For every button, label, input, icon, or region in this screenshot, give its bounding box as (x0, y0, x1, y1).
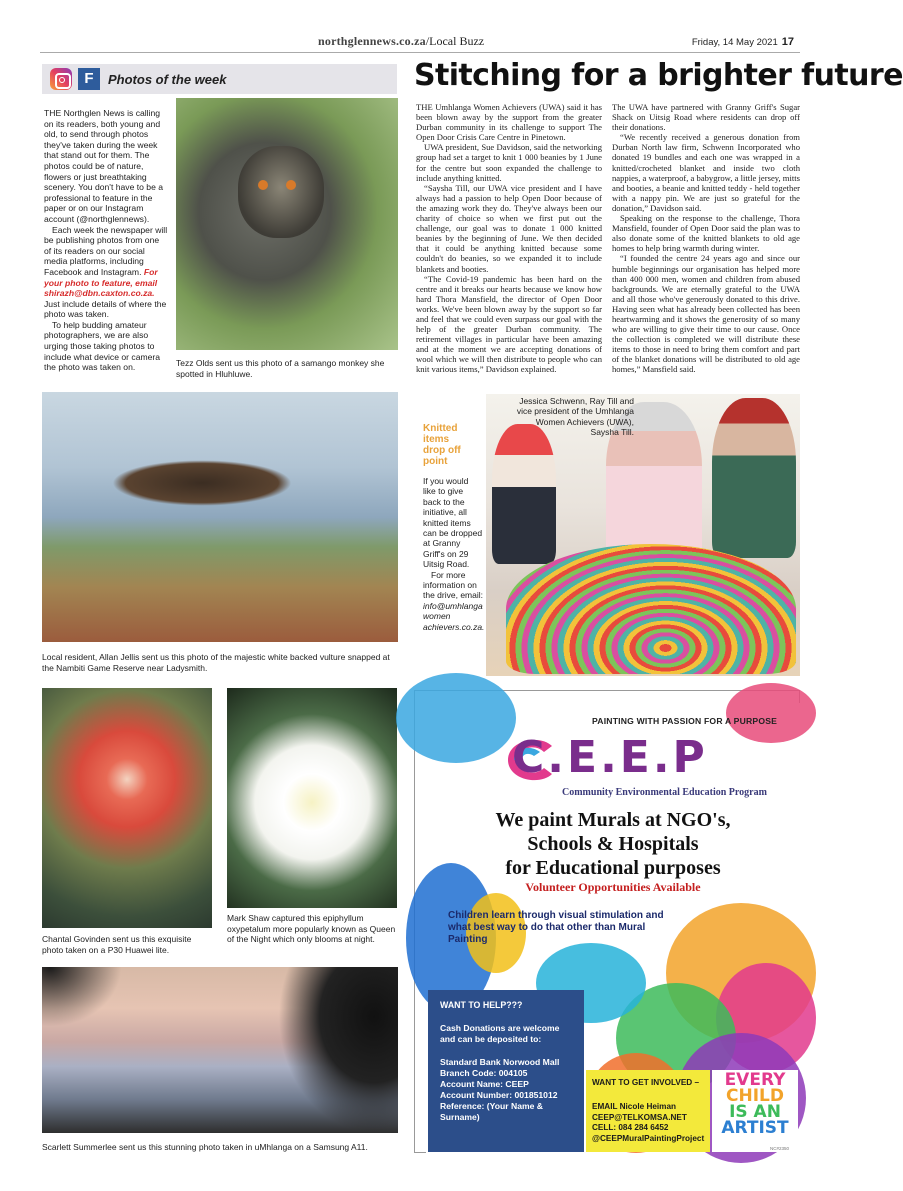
logo-word: EVERY (724, 1070, 786, 1090)
intro-paragraph: THE Northglen News is calling on its readers, both young and old, to send through photos they've taken during the week that stand out for them. The photos could be of nature, flowers or just breathtaking scenery. You don't have to be a professional to feature in the paper or on our Instagram account (@northglennews). (44, 108, 164, 224)
instagram-icon (50, 68, 72, 90)
article-paragraph: The UWA have partnered with Granny Griff's Sugar Shack on Uitsig Road where residents can drop off their donations. (612, 102, 800, 133)
donation-text: Cash Donations are welcome and can be deposited to: (440, 1023, 560, 1044)
flower-caption: Mark Shaw captured this epiphyllum oxypetalum more popularly known as Queen of the Night which only blooms at night. (227, 913, 396, 944)
get-involved-box (586, 1070, 710, 1152)
ad-blue-text: Children learn through visual stimulation and what best way to do that other than Mural Painting (448, 910, 664, 945)
ad-reference-code: NC#2350 (770, 1146, 790, 1151)
bank-line: Branch Code: 004105 (440, 1068, 528, 1078)
knit-paragraph: If you would like to give back to the initiative, all knitted items can be dropped at Granny Griff's on 29 Uitsig Road. (423, 476, 483, 570)
article-headline: Stitching for a brighter future (414, 58, 903, 93)
donation-heading: WANT TO HELP??? (440, 1000, 523, 1010)
social-handle-link[interactable]: @CEEPMuralPaintingProject (592, 1133, 705, 1143)
intro-text: Just include details of where the photo was taken. (44, 298, 167, 320)
crochet-blanket (506, 544, 796, 674)
ad-headline-line: for Educational purposes (505, 857, 721, 879)
article-paragraph: “The Covid-19 pandemic has been hard on the centre and it breaks our hearts because we know how hard Thora Mansfield, the director of Open Door works. We've been blown away by the support so far and feel that we could even surpass our goal with the help of the greater Durban community. The retirement villages in particular have been amazing and at the moment we are accepting donations of wool which we will then distribute to people who can knit various items,” Davidson explained. (416, 273, 602, 375)
article-paragraph: “I founded the centre 24 years ago and since our humble beginnings our organisation has helped more than 400 000 men, women and children from abused backgrounds. We are eternally grateful to the UWA and all those who've generously donated to this drive. Having seen what has already been collected has been heartwarming and it shows the generosity of so many who are willing to give their time to our cause. Once the collection is completed we will distribute these items to those in need to bring them comfort and part of the blanket donations will be distributed to old age homes,” Mansfield said. (612, 253, 800, 375)
vulture-photo (42, 392, 398, 642)
bank-line: Standard Bank Norwood Mall (440, 1057, 560, 1067)
involved-heading: WANT TO GET INVOLVED – (592, 1078, 700, 1087)
photos-of-week-title: Photos of the week (108, 72, 227, 87)
article-paragraph: Speaking on the response to the challenge, Thora Mansfield, founder of Open Door said the plan was to also donate some of the knitted blankets to old age homes to help bring warmth during winter. (612, 213, 800, 254)
palm-silhouette (42, 967, 122, 1027)
person-jessica (492, 424, 556, 564)
logo-word: CHILD (726, 1086, 784, 1106)
heading-line: items (423, 434, 450, 445)
ad-headline-line: Schools & Hospitals (527, 833, 699, 855)
intro-text: Each week the newspaper will be publishing photos from one of its readers on our social media platforms, including Facebook and Instagram. (44, 224, 168, 277)
photos-intro (44, 108, 168, 373)
sunset-photo (42, 967, 398, 1133)
monkey-eye (286, 180, 296, 190)
heading-line: Knitted (423, 423, 458, 434)
heading-line: drop off (423, 445, 461, 456)
knit-dropoff-heading (423, 423, 461, 467)
contact-line: CELL: 084 284 6452 (592, 1123, 669, 1133)
page-number: 17 (781, 36, 794, 48)
section-name: /Local Buzz (425, 34, 485, 48)
person-saysha (712, 398, 796, 558)
bank-line: Account Number: 001851012 (440, 1090, 558, 1100)
monkey-eye (258, 180, 268, 190)
ad-tagline: PAINTING WITH PASSION FOR A PURPOSE (592, 716, 778, 726)
article-paragraph: “Saysha Till, our UWA vice president and I have always had a passion to help Open Door because of the amazing work they do. They've always been our charity of choice so when we first put out the challenge, our goal was to donate 1 000 knitted beanies by the beginning of June. We then decided that it could be anything knitted because some couldn't do beanies, so we expanded it to include blankets and booties. (416, 182, 602, 274)
header-rule (40, 52, 800, 53)
logo-word: IS AN (729, 1102, 781, 1122)
bank-line: Reference: (Your Name & Surname) (440, 1101, 543, 1122)
monkey-face (238, 146, 324, 238)
dateline (692, 36, 794, 48)
site-name: northglennews.co.za (318, 34, 426, 48)
donation-box (428, 990, 584, 1152)
logo-word: ARTIST (721, 1118, 789, 1138)
knit-dropoff-text (423, 476, 483, 632)
masthead (318, 34, 484, 49)
knit-text: For more information on the drive, email: (423, 569, 483, 601)
samango-monkey-photo (176, 98, 398, 350)
submission-email-link[interactable]: For your photo to feature, email shirazh@dbn.caxton.co.za. (44, 266, 158, 299)
contact-line: EMAIL Nicole Heiman (592, 1102, 677, 1112)
article-column-2 (612, 102, 800, 375)
ad-headline (440, 808, 786, 880)
paint-splash (726, 683, 816, 743)
ceep-subtitle: Community Environmental Education Program (562, 787, 767, 798)
every-child-artist-logo (712, 1070, 798, 1152)
article-column-1 (416, 102, 602, 375)
intro-paragraph: To help budding amateur photographers, we are also urging those taking photos to include what device or camera the photo was taken on. (44, 319, 161, 373)
issue-date: Friday, 14 May 2021 (691, 37, 778, 48)
vulture-bird (112, 460, 292, 506)
protea-photo (42, 688, 212, 928)
protea-caption: Chantal Govinden sent us this exquisite photo taken on a P30 Huawei lite. (42, 934, 192, 955)
vulture-caption: Local resident, Allan Jellis sent us this photo of the majestic white backed vulture snapped at the Nambiti Game Reserve near Ladysmith. (42, 652, 390, 673)
facebook-icon: F (78, 68, 100, 90)
palm-silhouette (278, 967, 398, 1133)
info-email-link[interactable]: info@umhlanga women achievers.co.za. (423, 600, 485, 632)
volunteer-banner: Volunteer Opportunities Available (525, 880, 701, 894)
contact-email-link[interactable]: CEEP@TELKOMSA.NET (592, 1112, 687, 1122)
article-paragraph: “We recently received a generous donation from Durban North law firm, Schwenn Incorporated who donated 19 bundles and each one was wrapped in a knitted/crocheted blanket and inside two cloth nappies, a waterproof, a babygrow, a little jersey, mitts and booties, a beanie and knitted teddy - held together with a nappy pin. We are just so grateful for the donation,” Davidson said. (612, 132, 800, 213)
group-photo-caption: Jessica Schwenn, Ray Till and vice president of the Umhlanga Women Achievers (UWA), Saysha Till. (516, 396, 634, 438)
sunset-caption: Scarlett Summerlee sent us this stunning photo taken in uMhlanga on a Samsung A11. (42, 1142, 368, 1152)
article-paragraph: THE Umhlanga Women Achievers (UWA) said it has been blown away by the support from the greater Durban community in its challenge to support The Open Door Crisis Care Centre in Pinetown. (416, 102, 602, 143)
knit-paragraph (423, 570, 483, 632)
ceep-brand: C.E.E.P (512, 732, 708, 783)
monkey-caption: Tezz Olds sent us this photo of a samango monkey she spotted in Hluhluwe. (176, 358, 385, 379)
bank-line: Account Name: CEEP (440, 1079, 529, 1089)
heading-line: point (423, 456, 448, 467)
article-paragraph: UWA president, Sue Davidson, said the networking group had set a target to knit 1 000 beanies by 1 June for the centre but soon expanded the challenge to include anything knitted. (416, 142, 602, 183)
paint-splash (396, 673, 516, 763)
intro-paragraph (44, 225, 168, 320)
ad-headline-line: We paint Murals at NGO's, (495, 809, 731, 831)
queen-of-night-photo (227, 688, 397, 908)
